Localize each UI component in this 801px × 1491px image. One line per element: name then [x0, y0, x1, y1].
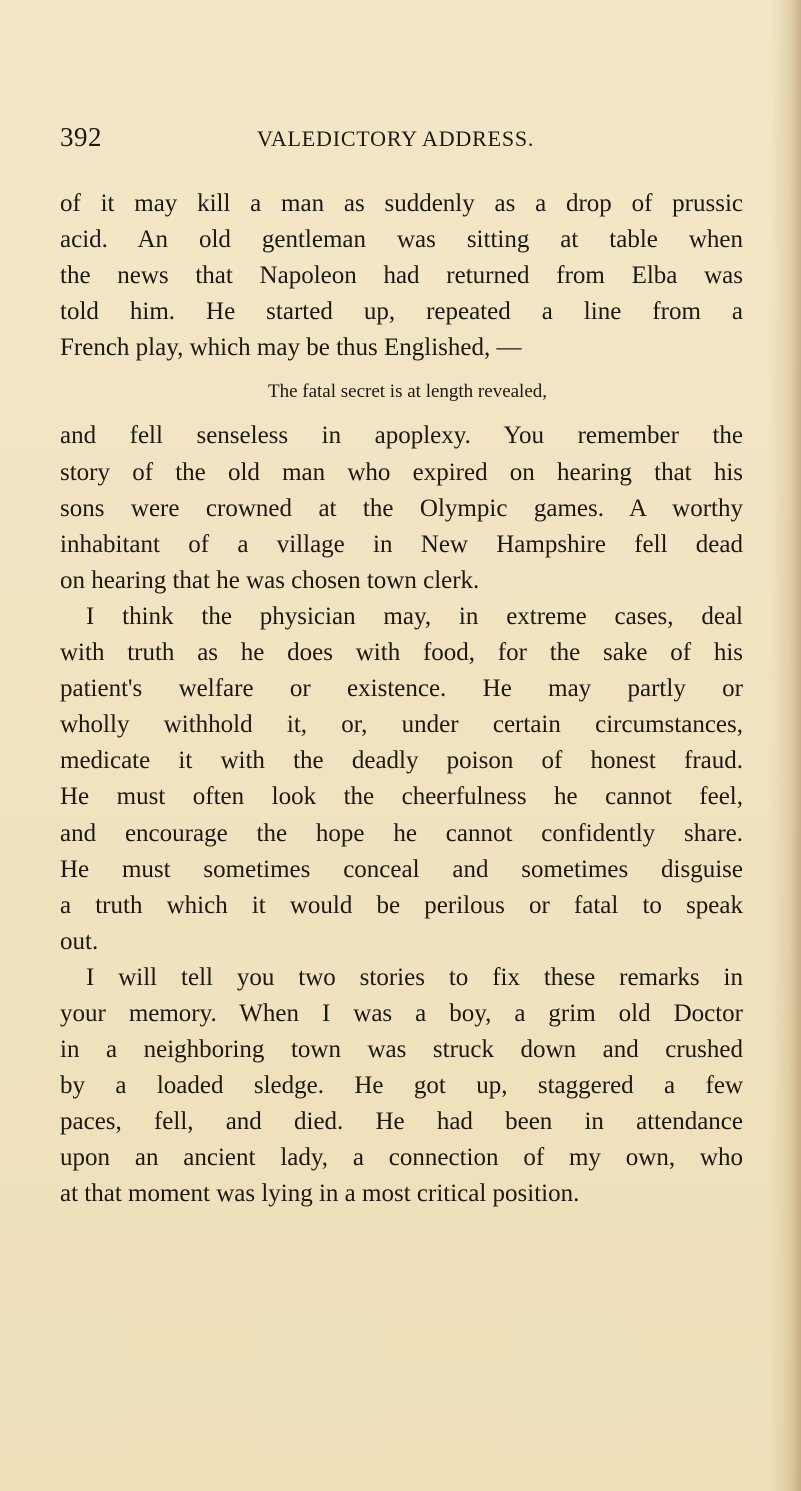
text-line: inhabitant of a village in New Hampshire fell dead [60, 530, 743, 558]
block-quote: The fatal secret is at length revealed, [267, 381, 548, 403]
text-line: story of the old man who expired on hearing that his [60, 458, 743, 486]
text-line: at that moment was lying in a most critical position. [60, 1180, 580, 1208]
text-line: told him. He started up, repeated a line from a [60, 298, 743, 326]
text-line: paces, fell, and died. He had been in attendance [60, 1108, 743, 1136]
text-line: the news that Napoleon had returned from Elba was [60, 262, 743, 290]
text-line: upon an ancient lady, a connection of my own, who [60, 1144, 743, 1172]
text-line: sons were crowned at the Olympic games. A worthy [60, 494, 743, 522]
text-line: medicate it with the deadly poison of honest fraud. [60, 747, 743, 775]
text-line: in a neighboring town was struck down and crushed [60, 1036, 743, 1064]
text-line: your memory. When I was a boy, a grim old Doctor [60, 999, 743, 1027]
page-header [60, 122, 740, 162]
text-line: on hearing that he was chosen town clerk. [60, 566, 480, 594]
text-line: of it may kill a man as suddenly as a drop of prussic [60, 190, 743, 217]
text-line: wholly withhold it, or, under certain circumstances, [60, 711, 743, 739]
text-line: and fell senseless in apoplexy. You remember the [60, 422, 743, 450]
text-line: He must often look the cheerfulness he cannot feel, [60, 783, 743, 811]
text-line: out. [60, 927, 99, 955]
text-line: French play, which may be thus Englished, — [60, 334, 522, 362]
text-line: acid. An old gentleman was sitting at table when [60, 226, 743, 254]
text-line: He must sometimes conceal and sometimes disguise [60, 855, 743, 883]
paragraph-first-line: I think the physician may, in extreme cases, deal [86, 602, 743, 630]
text-line: a truth which it would be perilous or fatal to speak [60, 891, 743, 919]
paragraph-first-line: I will tell you two stories to fix these remarks in [86, 963, 743, 991]
body-text [60, 186, 743, 1213]
text-line: with truth as he does with food, for the sake of his [60, 639, 743, 667]
text-line: by a loaded sledge. He got up, staggered a few [60, 1072, 743, 1100]
running-head: VALEDICTORY ADDRESS. [257, 126, 535, 151]
text-line: and encourage the hope he cannot confidently share. [60, 819, 743, 847]
page-number: 392 [60, 122, 102, 152]
text-line: patient's welfare or existence. He may partly or [60, 675, 743, 703]
